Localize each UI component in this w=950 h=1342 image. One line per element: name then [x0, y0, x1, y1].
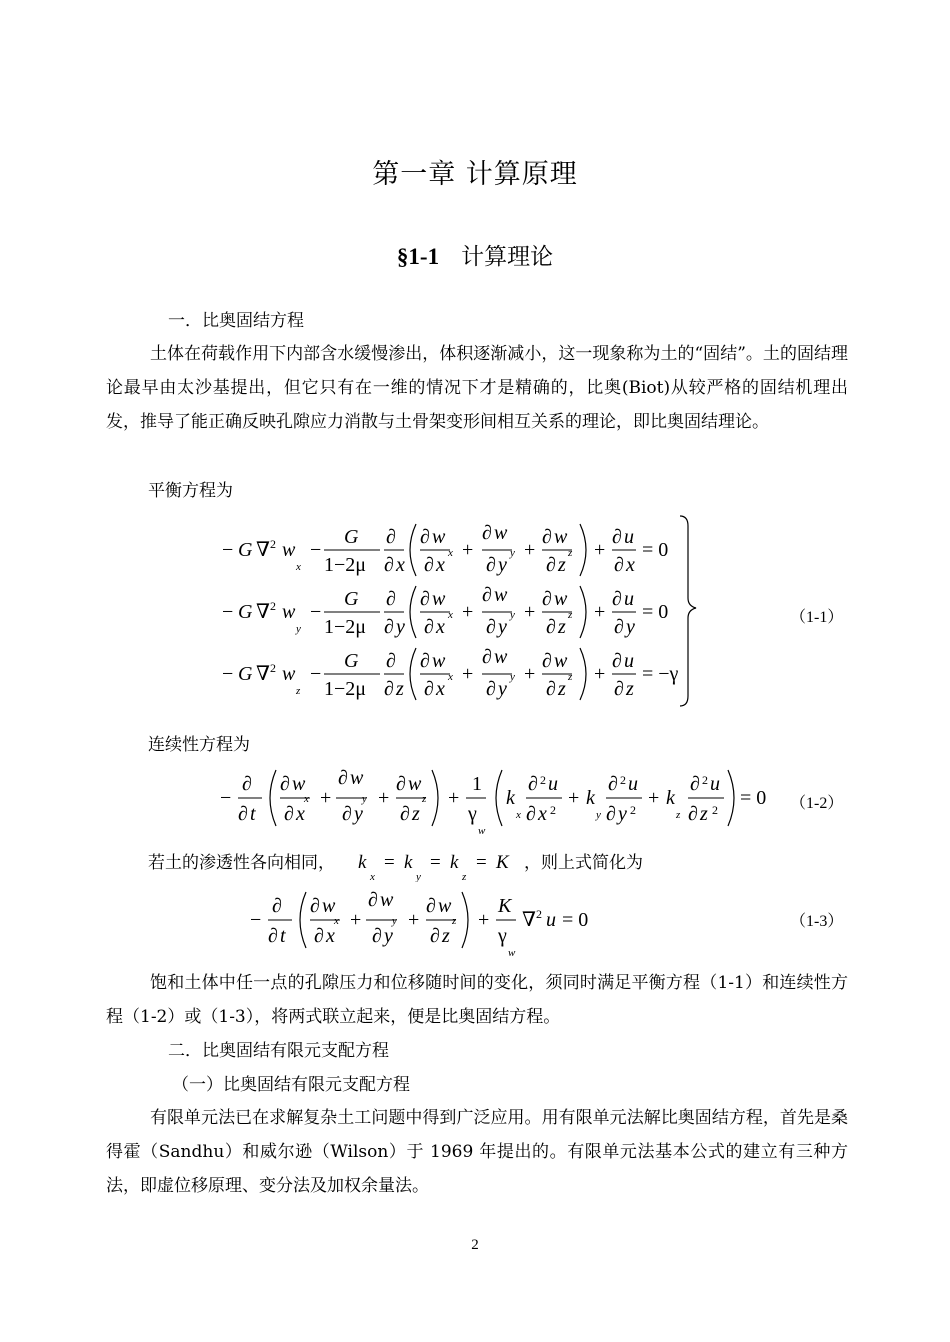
- svg-text:x: x: [436, 678, 445, 700]
- svg-text:w: w: [282, 539, 296, 561]
- isotropic-statement: [148, 852, 335, 874]
- section-name: 计算理论: [461, 244, 554, 270]
- svg-text:∂: ∂: [384, 554, 394, 576]
- svg-text:y: y: [498, 616, 507, 638]
- svg-text:k: k: [586, 787, 595, 809]
- svg-text:y: y: [510, 547, 515, 559]
- svg-text:x: x: [396, 554, 405, 576]
- svg-text:w: w: [438, 895, 452, 917]
- svg-text:∂: ∂: [482, 584, 492, 606]
- svg-text:= 0: = 0: [562, 909, 589, 931]
- svg-text:x: x: [626, 554, 635, 576]
- svg-text:1: 1: [472, 773, 482, 795]
- svg-text:−: −: [222, 663, 234, 685]
- svg-text:+: +: [462, 601, 474, 623]
- svg-text:u: u: [624, 588, 634, 610]
- svg-text:G: G: [238, 539, 253, 561]
- paragraph-biot-system: 饱和土体中任一点的孔隙压力和位移随时间的变化，须同时满足平衡方程（1-1）和连续性方程（1-2）或（1-3），将两式联立起来，便是比奥固结方程。: [106, 973, 848, 1027]
- svg-text:∂: ∂: [424, 554, 434, 576]
- svg-text:w: w: [494, 522, 508, 544]
- svg-text:K: K: [496, 852, 509, 873]
- svg-text:=: =: [430, 852, 441, 873]
- svg-text:w: w: [350, 767, 364, 789]
- svg-text:−: −: [310, 539, 322, 561]
- svg-text:+: +: [568, 787, 580, 809]
- svg-text:−: −: [222, 539, 234, 561]
- svg-text:z: z: [396, 678, 404, 700]
- svg-text:w: w: [494, 646, 508, 668]
- svg-text:−: −: [220, 787, 232, 809]
- svg-text:x: x: [304, 793, 309, 805]
- svg-text:z: z: [412, 803, 420, 825]
- svg-text:x: x: [538, 803, 547, 825]
- svg-text:w: w: [478, 825, 486, 837]
- svg-text:y: y: [596, 809, 601, 821]
- svg-text:∂: ∂: [546, 554, 556, 576]
- svg-text:u: u: [628, 773, 638, 795]
- svg-text:∂: ∂: [542, 650, 552, 672]
- svg-text:∇: ∇: [256, 539, 270, 561]
- svg-text:x: x: [448, 547, 453, 559]
- equation-1-1-number: （1-1）: [790, 609, 844, 626]
- svg-text:∂: ∂: [386, 650, 396, 672]
- svg-text:y: y: [354, 803, 363, 825]
- svg-text:+: +: [524, 539, 536, 561]
- svg-text:∂: ∂: [430, 925, 440, 947]
- isotropic-text-b: ，则上式简化为: [524, 853, 643, 873]
- svg-text:x: x: [448, 609, 453, 621]
- svg-text:∂: ∂: [338, 767, 348, 789]
- isotropic-equation: [354, 846, 524, 882]
- svg-text:+: +: [648, 787, 660, 809]
- svg-text:+: +: [462, 663, 474, 685]
- svg-text:∂: ∂: [238, 803, 248, 825]
- svg-text:K: K: [498, 895, 512, 917]
- equation-1-3-number: （1-3）: [790, 913, 844, 930]
- svg-text:∂: ∂: [614, 616, 624, 638]
- svg-text:=: =: [384, 852, 395, 873]
- svg-text:∂: ∂: [280, 773, 290, 795]
- paragraph-biot-intro: 土体在荷载作用下内部含水缓慢渗出，体积逐渐减小，这一现象称为土的“固结”。土的固结理论最早由太沙基提出，但它只有在一维的情况下才是精确的，比奥(Biot)从较严格的固结机理出发，推导了能正确反映孔隙应力消散与土骨架变形间相互关系的理论，即比奥固结理论。: [106, 344, 848, 432]
- svg-text:k: k: [358, 852, 367, 873]
- svg-text:∇: ∇: [256, 663, 270, 685]
- svg-text:+: +: [524, 663, 536, 685]
- svg-text:x: x: [370, 871, 375, 882]
- svg-text:∂: ∂: [482, 646, 492, 668]
- svg-text:∂: ∂: [482, 522, 492, 544]
- chapter-title: 第一章 计算原理: [372, 159, 578, 190]
- svg-text:=: =: [476, 852, 487, 873]
- section-title: [0, 238, 950, 271]
- isotropic-text-a: 若土的渗透性各向相同，: [148, 853, 335, 873]
- svg-text:∂: ∂: [426, 895, 436, 917]
- svg-text:y: y: [396, 616, 405, 638]
- svg-text:2: 2: [270, 661, 276, 675]
- svg-text:z: z: [422, 793, 427, 805]
- svg-text:y: y: [384, 925, 393, 947]
- svg-text:= 0: = 0: [642, 539, 669, 561]
- svg-text:∂: ∂: [242, 773, 252, 795]
- svg-text:w: w: [282, 601, 296, 623]
- svg-text:x: x: [296, 803, 305, 825]
- svg-text:∂: ∂: [386, 526, 396, 548]
- svg-text:z: z: [558, 678, 566, 700]
- svg-text:2: 2: [702, 773, 708, 787]
- svg-text:∇: ∇: [256, 601, 270, 623]
- heading-fem-equation: 二．比奥固结有限元支配方程: [168, 1041, 389, 1061]
- svg-text:+: +: [478, 909, 490, 931]
- svg-text:u: u: [548, 773, 558, 795]
- svg-text:2: 2: [712, 803, 718, 817]
- svg-text:w: w: [432, 650, 446, 672]
- svg-text:w: w: [292, 773, 306, 795]
- svg-text:∂: ∂: [528, 773, 538, 795]
- svg-text:u: u: [624, 526, 634, 548]
- svg-text:w: w: [508, 947, 516, 959]
- svg-text:z: z: [568, 671, 573, 683]
- svg-text:w: w: [432, 526, 446, 548]
- svg-text:y: y: [498, 554, 507, 576]
- svg-text:+: +: [462, 539, 474, 561]
- svg-text:z: z: [568, 547, 573, 559]
- svg-text:z: z: [558, 554, 566, 576]
- svg-text:u: u: [624, 650, 634, 672]
- svg-text:∂: ∂: [542, 526, 552, 548]
- equation-1-2-number: （1-2）: [790, 795, 844, 812]
- svg-text:z: z: [296, 685, 301, 697]
- svg-text:x: x: [516, 809, 521, 821]
- svg-text:1−2μ: 1−2μ: [324, 678, 367, 700]
- svg-text:∂: ∂: [272, 895, 282, 917]
- section-number: §1-1: [396, 244, 440, 269]
- svg-text:∂: ∂: [612, 588, 622, 610]
- svg-text:γ: γ: [498, 925, 507, 947]
- svg-text:z: z: [462, 871, 467, 882]
- svg-text:+: +: [594, 539, 606, 561]
- svg-text:y: y: [510, 671, 515, 683]
- svg-text:∂: ∂: [284, 803, 294, 825]
- svg-text:∂: ∂: [486, 616, 496, 638]
- svg-text:−: −: [250, 909, 262, 931]
- svg-text:∂: ∂: [608, 773, 618, 795]
- svg-text:w: w: [322, 895, 336, 917]
- svg-text:2: 2: [270, 537, 276, 551]
- svg-text:y: y: [362, 793, 367, 805]
- svg-text:z: z: [700, 803, 708, 825]
- svg-text:G: G: [344, 650, 359, 672]
- svg-text:∂: ∂: [424, 616, 434, 638]
- svg-text:∂: ∂: [546, 678, 556, 700]
- svg-text:2: 2: [630, 803, 636, 817]
- svg-text:∂: ∂: [690, 773, 700, 795]
- svg-text:x: x: [448, 671, 453, 683]
- page-number: 2: [471, 1237, 479, 1253]
- svg-text:2: 2: [270, 599, 276, 613]
- svg-text:= −γ: = −γ: [642, 663, 679, 685]
- svg-text:k: k: [404, 852, 413, 873]
- equation-1-1: [210, 512, 700, 712]
- svg-text:y: y: [392, 915, 397, 927]
- svg-text:∂: ∂: [424, 678, 434, 700]
- svg-text:∂: ∂: [384, 616, 394, 638]
- svg-text:y: y: [498, 678, 507, 700]
- subheading-fem-equation: （一）比奥固结有限元支配方程: [172, 1075, 410, 1095]
- svg-text:k: k: [450, 852, 459, 873]
- svg-text:w: w: [432, 588, 446, 610]
- equilibrium-label: 平衡方程为: [148, 481, 233, 501]
- svg-text:∂: ∂: [606, 803, 616, 825]
- svg-text:∂: ∂: [486, 554, 496, 576]
- svg-text:+: +: [408, 909, 420, 931]
- svg-text:∂: ∂: [542, 588, 552, 610]
- svg-text:w: w: [554, 650, 568, 672]
- svg-text:u: u: [546, 909, 556, 931]
- svg-text:= 0: = 0: [642, 601, 669, 623]
- svg-text:∂: ∂: [612, 526, 622, 548]
- svg-text:z: z: [442, 925, 450, 947]
- svg-text:G: G: [238, 601, 253, 623]
- svg-text:−: −: [310, 601, 322, 623]
- svg-text:G: G: [344, 588, 359, 610]
- svg-text:∂: ∂: [612, 650, 622, 672]
- svg-text:∂: ∂: [420, 650, 430, 672]
- svg-text:∂: ∂: [546, 616, 556, 638]
- svg-text:t: t: [250, 803, 256, 825]
- svg-text:+: +: [320, 787, 332, 809]
- svg-text:t: t: [280, 925, 286, 947]
- svg-text:x: x: [326, 925, 335, 947]
- continuity-label: 连续性方程为: [148, 735, 250, 755]
- svg-text:∂: ∂: [342, 803, 352, 825]
- svg-text:G: G: [238, 663, 253, 685]
- svg-text:∂: ∂: [486, 678, 496, 700]
- svg-text:w: w: [282, 663, 296, 685]
- svg-text:∂: ∂: [400, 803, 410, 825]
- svg-text:∂: ∂: [526, 803, 536, 825]
- svg-text:k: k: [666, 787, 675, 809]
- svg-text:γ: γ: [468, 803, 477, 825]
- paragraph-fem-intro: 有限单元法已在求解复杂土工问题中得到广泛应用。用有限单元法解比奥固结方程，首先是桑得霍（Sandhu）和威尔逊（Wilson）于 1969 年提出的。有限单元法基本公式的建立有三种方法，即虚位移原理、变分法及加权余量法。: [106, 1108, 848, 1196]
- svg-text:∂: ∂: [268, 925, 278, 947]
- svg-text:2: 2: [540, 773, 546, 787]
- svg-text:w: w: [494, 584, 508, 606]
- svg-text:∂: ∂: [420, 526, 430, 548]
- svg-text:−: −: [222, 601, 234, 623]
- svg-text:x: x: [436, 554, 445, 576]
- svg-text:2: 2: [620, 773, 626, 787]
- svg-text:∂: ∂: [372, 925, 382, 947]
- svg-text:∇: ∇: [522, 909, 536, 931]
- svg-text:∂: ∂: [420, 588, 430, 610]
- svg-text:∂: ∂: [384, 678, 394, 700]
- svg-text:2: 2: [536, 907, 542, 921]
- svg-text:x: x: [296, 561, 301, 573]
- svg-text:y: y: [416, 871, 421, 882]
- svg-text:z: z: [676, 809, 681, 821]
- svg-text:w: w: [554, 588, 568, 610]
- svg-text:1−2μ: 1−2μ: [324, 554, 367, 576]
- svg-text:z: z: [558, 616, 566, 638]
- svg-text:x: x: [436, 616, 445, 638]
- heading-biot-equation: 一．比奥固结方程: [168, 311, 304, 331]
- svg-text:+: +: [524, 601, 536, 623]
- svg-text:∂: ∂: [614, 678, 624, 700]
- equation-1-3: [246, 884, 606, 960]
- svg-text:−: −: [310, 663, 322, 685]
- svg-text:∂: ∂: [310, 895, 320, 917]
- svg-text:w: w: [408, 773, 422, 795]
- svg-text:z: z: [452, 915, 457, 927]
- svg-text:∂: ∂: [314, 925, 324, 947]
- svg-text:2: 2: [550, 803, 556, 817]
- svg-text:+: +: [594, 601, 606, 623]
- svg-text:w: w: [554, 526, 568, 548]
- svg-text:∂: ∂: [614, 554, 624, 576]
- svg-text:= 0: = 0: [740, 787, 767, 809]
- svg-text:k: k: [506, 787, 515, 809]
- svg-text:+: +: [448, 787, 460, 809]
- svg-text:x: x: [334, 915, 339, 927]
- svg-text:1−2μ: 1−2μ: [324, 616, 367, 638]
- svg-text:∂: ∂: [688, 803, 698, 825]
- svg-text:y: y: [296, 623, 301, 635]
- svg-text:+: +: [378, 787, 390, 809]
- svg-text:u: u: [710, 773, 720, 795]
- svg-text:y: y: [510, 609, 515, 621]
- svg-text:∂: ∂: [368, 889, 378, 911]
- svg-text:∂: ∂: [396, 773, 406, 795]
- svg-text:+: +: [594, 663, 606, 685]
- svg-text:z: z: [626, 678, 634, 700]
- svg-text:+: +: [350, 909, 362, 931]
- svg-text:y: y: [618, 803, 627, 825]
- svg-text:w: w: [380, 889, 394, 911]
- equation-1-2: [216, 762, 776, 838]
- svg-text:y: y: [626, 616, 635, 638]
- svg-text:z: z: [568, 609, 573, 621]
- svg-text:G: G: [344, 526, 359, 548]
- svg-text:∂: ∂: [386, 588, 396, 610]
